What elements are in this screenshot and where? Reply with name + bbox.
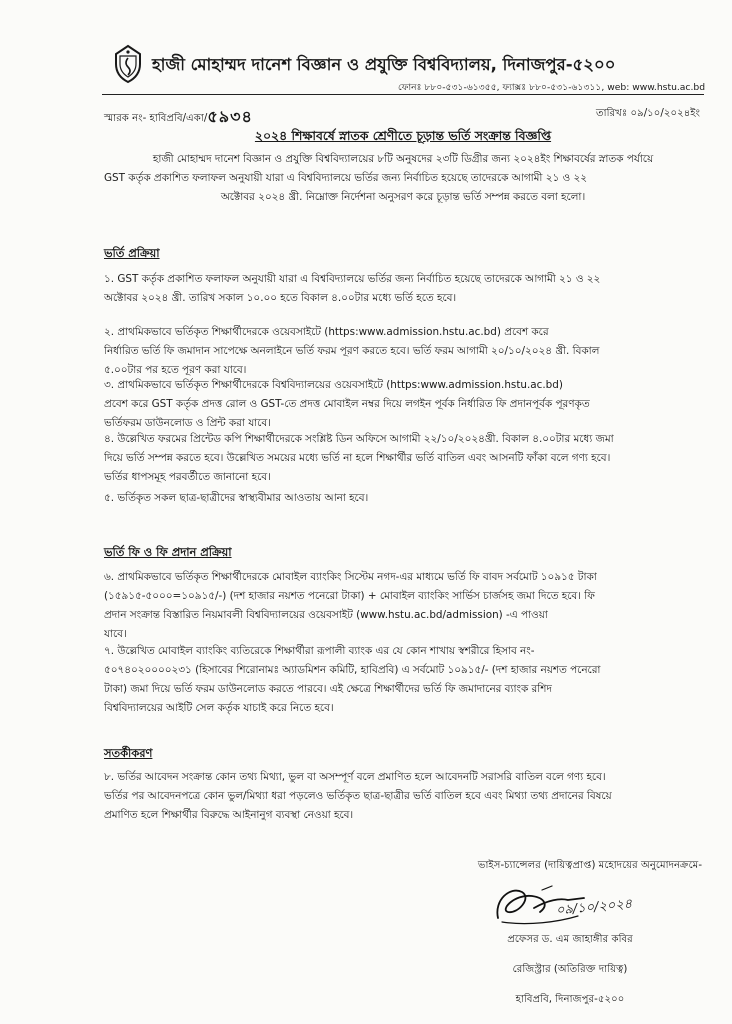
- memo-reference: [104, 104, 253, 131]
- list-item: [104, 489, 702, 508]
- university-logo-icon: [112, 44, 144, 84]
- list-item: [104, 768, 702, 825]
- item-line: দিয়ে ভর্তি সম্পন্ন করতে হবে। উল্লেখিত সময়ের মধ্যে ভর্তি না হলে শিক্ষার্থীর ভর্তি বাতিল এবং আসনটি ফাঁকা বলে গণ্য হবে।: [104, 452, 611, 464]
- header-divider: [102, 94, 704, 95]
- signature-date: ০৯/১০/২০২৪: [555, 896, 633, 919]
- memo-prefix: স্মারক নং- হাবিপ্রবি/একা/: [104, 113, 208, 124]
- memo-number: ৫৯৩৪: [207, 107, 253, 126]
- item-line: ৫০৭৪০২০০০০২৩১ (হিসাবের শিরোনামঃ অ্যাডমিশন কমিটি, হাবিপ্রবি) এ সর্বমোট ১০৯১৫/- (দশ হাজার নয়শত পনেরো: [104, 664, 601, 676]
- intro-line: অক্টোবর ২০২৪ খ্রী. নিম্নোক্ত নির্দেশনা অনুসরণ করে চূড়ান্ত ভর্তি সম্পন্ন করতে বলা হলো।: [220, 191, 586, 203]
- item-line: ভর্তির ধাপসমূহ পরবর্তীতে জানানো হবে।: [104, 471, 271, 483]
- university-name: হাজী মোহাম্মদ দানেশ বিজ্ঞান ও প্রযুক্তি বিশ্ববিদ্যালয়, দিনাজপুর-৫২০০: [152, 55, 616, 74]
- signatory-name: প্রফেসর ড. এম জাহাঙ্গীর কবির: [507, 934, 633, 945]
- signatory-designation: রেজিস্ট্রার (অতিরিক্ত দায়িত্ব): [512, 964, 628, 975]
- notice-date: তারিখঃ ০৯/১০/২০২৪ইং: [596, 108, 700, 119]
- intro-line: হাজী মোহাম্মদ দানেশ বিজ্ঞান ও প্রযুক্তি বিশ্ববিদ্যালয়ের ৮টি অনুষদের ২৩টি ডিগ্রীর জন্য ২০২৪ইং শিক্ষাবর্ষের স্নাতক পর্যায়ে: [152, 153, 654, 165]
- list-item: [104, 270, 702, 308]
- item-line: টাকা) জমা দিয়ে ভর্তি ফরম ডাউনলোড করতে পারবে। এই ক্ষেত্রে শিক্ষার্থীদের ভর্তি ফি জমাদানের ব্যাংক রশিদ: [104, 683, 552, 695]
- item-line: ২. প্রাথমিকভাবে ভর্তিকৃত শিক্ষার্থীদেরকে ওয়েবসাইটে (https:www.admission.hstu.ac.bd) প্রবেশ করে: [104, 326, 549, 338]
- item-line: ভর্তিফরম ডাউনলোড ও প্রিন্ট করা যাবে।: [104, 417, 271, 429]
- list-item: [104, 430, 702, 487]
- list-item: [104, 323, 702, 380]
- item-line: যাবে।: [104, 628, 127, 640]
- item-line: বিশ্ববিদ্যালয়ের আইটি সেল কর্তৃক যাচাই করে নিতে হবে।: [104, 702, 334, 714]
- item-line: ৫. ভর্তিকৃত সকল ছাত্র-ছাত্রীদের স্বাস্থ্যবীমার আওতায় আনা হবে।: [104, 492, 369, 504]
- list-item: [104, 376, 702, 433]
- item-line: ৩. প্রাথমিকভাবে ভর্তিকৃত শিক্ষার্থীদেরকে বিশ্ববিদ্যালয়ের ওয়েবসাইটে (https:www.admission.hstu.ac.bd): [104, 379, 563, 391]
- item-line: অক্টোবর ২০২৪ খ্রী. তারিখ সকাল ১০.০০ হতে বিকাল ৪.০০টার মধ্যে ভর্তি হতে হবে।: [104, 292, 457, 304]
- approval-line: ভাইস-চ্যান্সেলর (দায়িত্বপ্রাপ্ত) মহোদয়ের অনুমোদনক্রমে-: [477, 860, 702, 871]
- intro-paragraph: [104, 150, 702, 207]
- section-heading-caution: সতর্কীকরণ: [104, 746, 153, 760]
- section-heading-admission: ভর্তি প্রক্রিয়া: [104, 246, 160, 260]
- list-item: [104, 642, 702, 718]
- list-item: [104, 568, 702, 644]
- contact-info: ফোনঃ ৮৮০-৫৩১-৬১৩৫৫, ফ্যাক্সঃ ৮৮০-৫৩১-৬১৩১১, web: www.hstu.ac.bd: [398, 82, 706, 93]
- item-line: নির্ধারিত ভর্তি ফি জমাদান সাপেক্ষে অনলাইনে ভর্তি ফরম পূরণ করতে হবে। ভর্তি ফরম আগামী ২০/১০/২০২৪ খ্রী. বিকাল: [104, 345, 600, 357]
- notice-title: ২০২৪ শিক্ষাবর্ষে স্নাতক শ্রেণীতে চূড়ান্ত ভর্তি সংক্রান্ত বিজ্ঞপ্তি: [254, 128, 552, 143]
- item-line: ৪. উল্লেখিত ফরমের প্রিন্টেড কপি শিক্ষার্থীদেরকে সংশ্লিষ্ট ডিন অফিসে আগামী ২২/১০/২০২৪খ্রী. বিকাল ৪.০০টার মধ্যে জমা: [104, 433, 614, 445]
- item-line: প্রমাণিত হলে শিক্ষার্থীর বিরুদ্ধে আইনানুগ ব্যবস্থা নেওয়া হবে।: [104, 809, 354, 821]
- item-line: ৭. উল্লেখিত মোবাইল ব্যাংকিং ব্যতিরেকে শিক্ষার্থীরা রূপালী ব্যাংক এর যে কোন শাখায় স্বশরীরে হিসাব নং-: [104, 645, 535, 657]
- item-line: ৬. প্রাথমিকভাবে ভর্তিকৃত শিক্ষার্থীদেরকে মোবাইল ব্যাংকিং সিস্টেম নগদ-এর মাধ্যমে ভর্তি ফি বাবদ সর্বমোট ১০৯১৫ টাকা: [104, 571, 597, 583]
- item-line: ১. GST কর্তৃক প্রকাশিত ফলাফল অনুযায়ী যারা এ বিশ্ববিদ্যালয়ে ভর্তির জন্য নির্বাচিত হয়েছে তাদেরকে আগামী ২১ ও ২২: [104, 273, 601, 285]
- item-line: ভর্তির পর আবেদনপত্রে কোন ভুল/মিথ্যা ধরা পড়লেও ভর্তিকৃত ছাত্র-ছাত্রীর ভর্তি বাতিল হবে এবং মিথ্যা তথ্য প্রদানের বিষয়ে: [104, 790, 612, 802]
- intro-line: GST কর্তৃক প্রকাশিত ফলাফল অনুযায়ী যারা এ বিশ্ববিদ্যালয়ে ভর্তির জন্য নির্বাচিত হয়েছে তাদেরকে আগামী ২১ ও ২২: [104, 172, 587, 184]
- section-heading-fees: ভর্তি ফি ও ফি প্রদান প্রক্রিয়া: [104, 545, 232, 559]
- item-line: প্রদান সংক্রান্ত বিস্তারিত নিয়মাবলী বিশ্ববিদ্যালয়ের ওয়েবসাইট (www.hstu.ac.bd/admission) -এ পাওয়া: [104, 609, 548, 621]
- signatory-office: হাবিপ্রবি, দিনাজপুর-৫২০০: [515, 994, 625, 1005]
- item-line: ৫.০০টার পর হতে পূরণ করা যাবে।: [104, 364, 247, 376]
- item-line: প্রবেশ করে GST কর্তৃক প্রদত্ত রোল ও GST-তে প্রদত্ত মোবাইল নম্বর দিয়ে লগইন পূর্বক নির্ধারিত ফি প্রদানপূর্বক পূরণকৃত: [104, 398, 590, 410]
- item-line: ৮. ভর্তির আবেদন সংক্রান্ত কোন তথ্য মিথ্যা, ভুল বা অসম্পূর্ণ বলে প্রমাণিত হলে আবেদনটি সরাসরি বাতিল বলে গণ্য হবে।: [104, 771, 606, 783]
- item-line: (১৫৯১৫-৫০০০=১০৯১৫/-) (দশ হাজার নয়শত পনেরো টাকা) + মোবাইল ব্যাংকিং সার্ভিস চার্জসহ জমা দিতে হবে। ফি: [104, 590, 595, 602]
